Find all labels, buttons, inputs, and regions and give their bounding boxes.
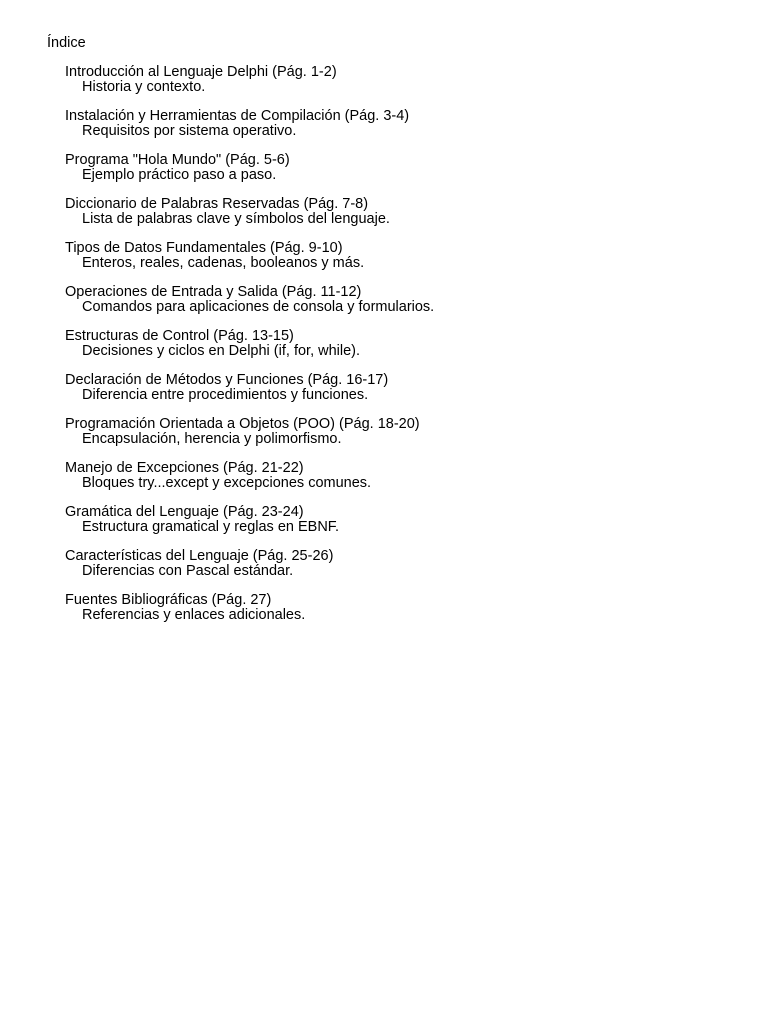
toc-entry-heading: Introducción al Lenguaje Delphi (Pág. 1-2): [65, 64, 337, 80]
toc-entry: [65, 65, 434, 95]
toc-entry-description: Encapsulación, herencia y polimorfismo.: [82, 431, 342, 447]
toc-entry-heading: Declaración de Métodos y Funciones (Pág. 16-17): [65, 372, 389, 388]
toc-entry-description: Decisiones y ciclos en Delphi (if, for, while).: [82, 343, 361, 359]
toc-list: [65, 65, 434, 637]
toc-entry: [65, 373, 434, 403]
toc-entry-heading: Características del Lenguaje (Pág. 25-26): [65, 548, 334, 564]
toc-entry-description: Estructura gramatical y reglas en EBNF.: [82, 519, 340, 535]
toc-entry-heading: Fuentes Bibliográficas (Pág. 27): [65, 592, 272, 608]
toc-entry: [65, 153, 434, 183]
toc-entry: [65, 241, 434, 271]
toc-entry-heading: Gramática del Lenguaje (Pág. 23-24): [65, 504, 304, 520]
toc-entry: [65, 285, 434, 315]
toc-entry-heading: Programa "Hola Mundo" (Pág. 5-6): [65, 152, 290, 168]
toc-entry: [65, 329, 434, 359]
toc-entry-heading: Programación Orientada a Objetos (POO) (Pág. 18-20): [65, 416, 420, 432]
toc-entry-description: Diferencias con Pascal estándar.: [82, 563, 294, 579]
toc-entry-heading: Tipos de Datos Fundamentales (Pág. 9-10): [65, 240, 343, 256]
toc-entry: [65, 505, 434, 535]
toc-entry-description: Diferencia entre procedimientos y funciones.: [82, 387, 369, 403]
toc-entry-heading: Manejo de Excepciones (Pág. 21-22): [65, 460, 304, 476]
toc-entry-heading: Diccionario de Palabras Reservadas (Pág. 7-8): [65, 196, 369, 212]
toc-entry: [65, 549, 434, 579]
toc-entry: [65, 417, 434, 447]
toc-entry-description: Bloques try...except y excepciones comunes.: [82, 475, 372, 491]
toc-entry-description: Ejemplo práctico paso a paso.: [82, 167, 277, 183]
toc-entry-heading: Instalación y Herramientas de Compilación (Pág. 3-4): [65, 108, 410, 124]
toc-entry-description: Referencias y enlaces adicionales.: [82, 607, 306, 623]
toc-entry: [65, 197, 434, 227]
toc-entry-description: Lista de palabras clave y símbolos del lenguaje.: [82, 211, 390, 227]
toc-title: Índice: [47, 35, 86, 51]
toc-entry-description: Historia y contexto.: [82, 79, 206, 95]
toc-entry-description: Requisitos por sistema operativo.: [82, 123, 297, 139]
toc-entry-description: Enteros, reales, cadenas, booleanos y más.: [82, 255, 365, 271]
toc-entry-heading: Operaciones de Entrada y Salida (Pág. 11-12): [65, 284, 362, 300]
toc-entry: [65, 461, 434, 491]
toc-entry-description: Comandos para aplicaciones de consola y formularios.: [82, 299, 435, 315]
toc-entry-heading: Estructuras de Control (Pág. 13-15): [65, 328, 294, 344]
toc-entry: [65, 109, 434, 139]
toc-entry: [65, 593, 434, 623]
